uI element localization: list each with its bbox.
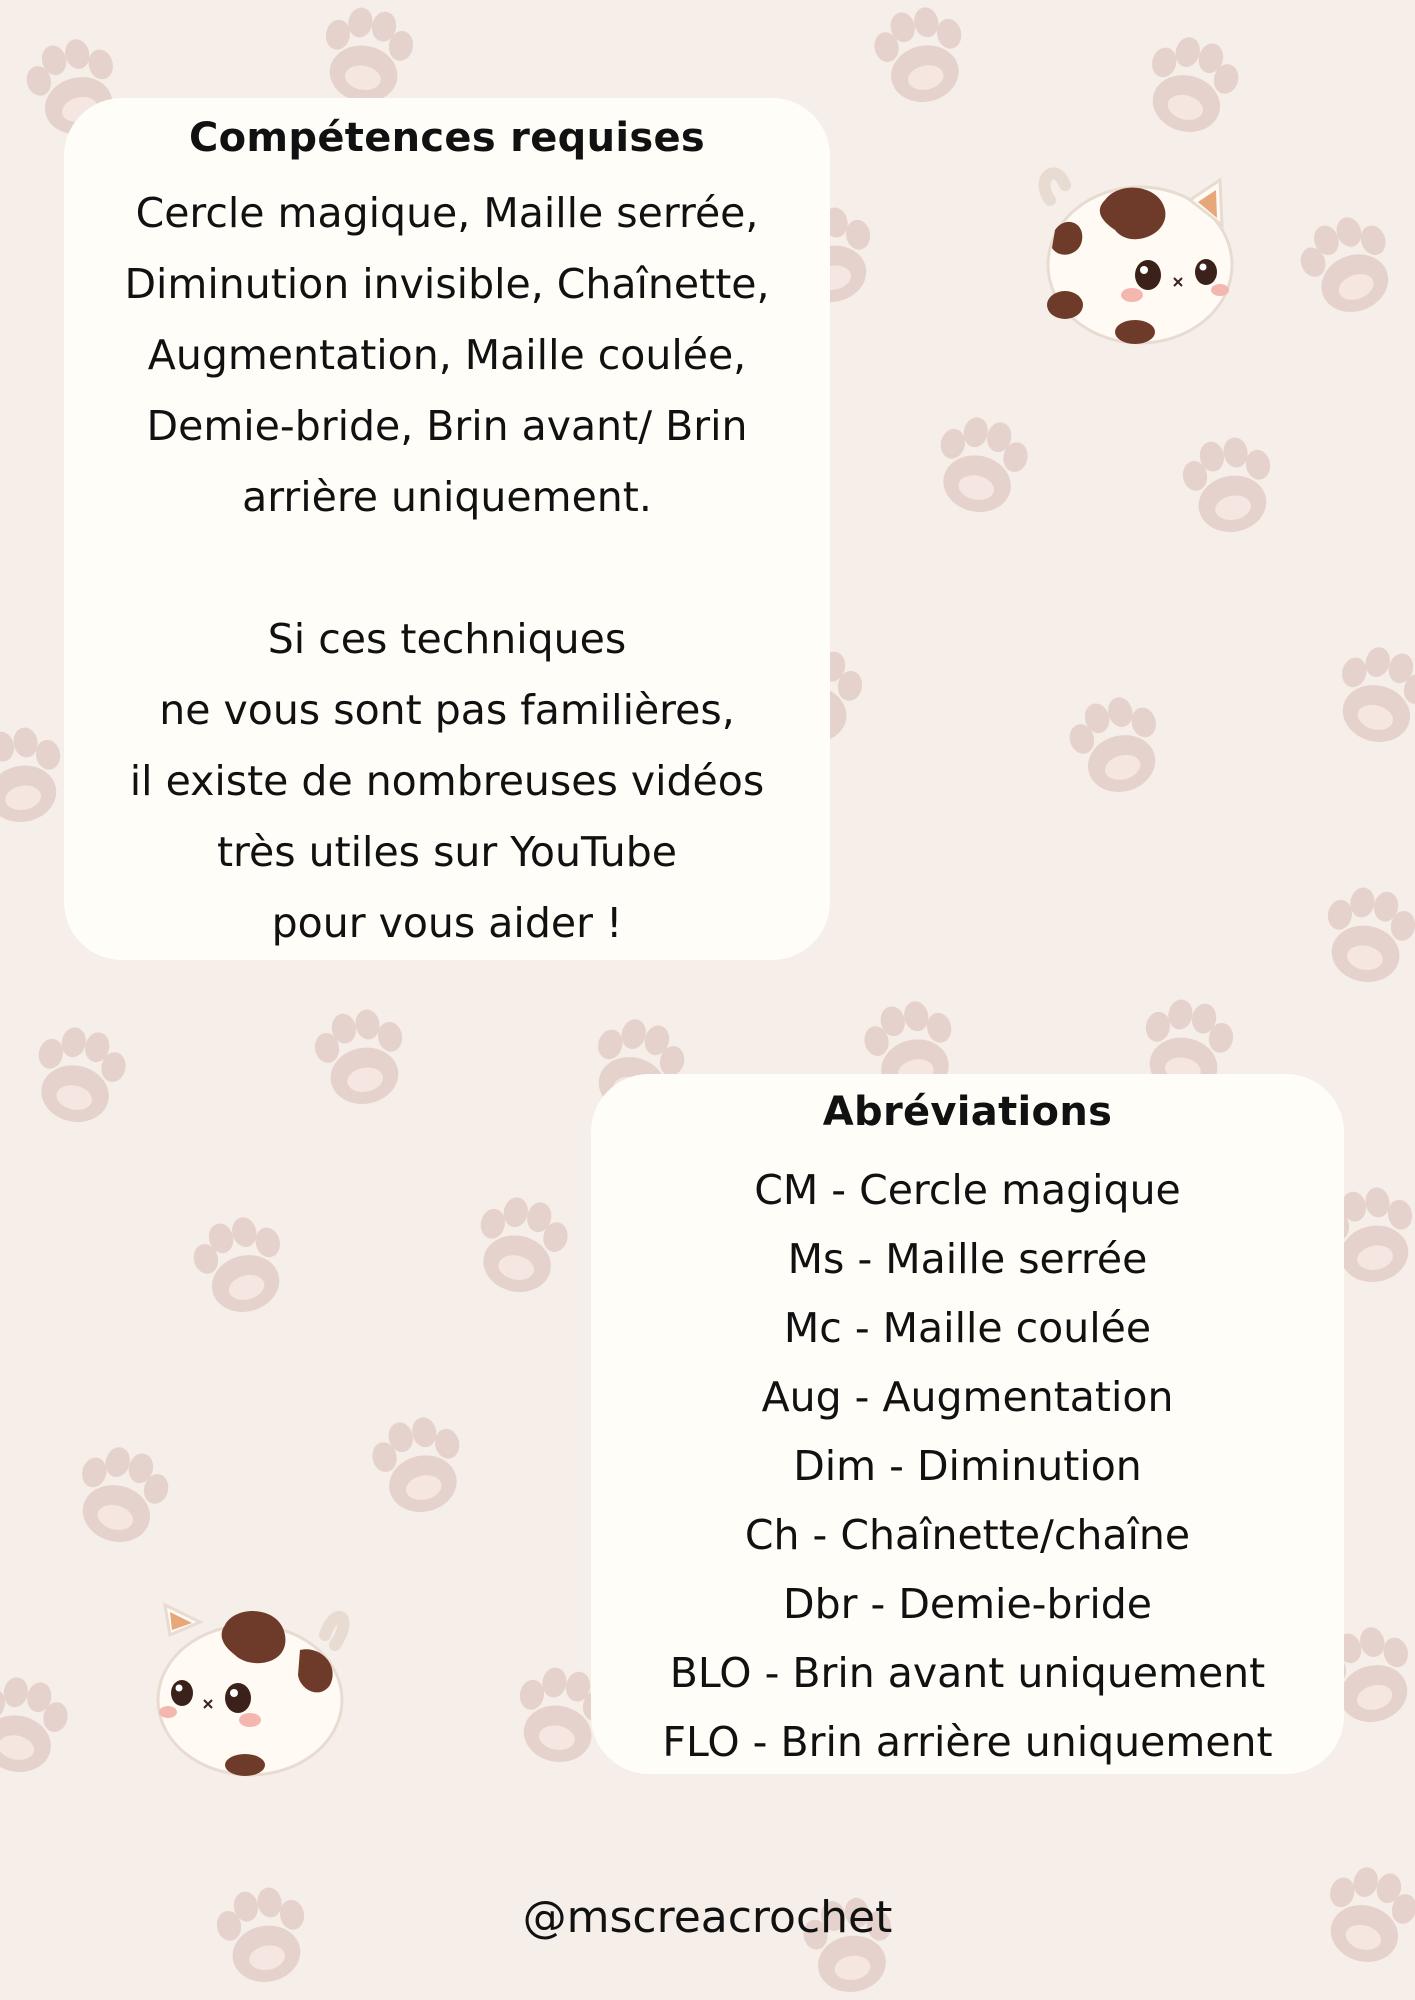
abbreviation-item: Dbr - Demie-bride <box>783 1580 1152 1628</box>
abbreviation-item: Dim - Diminution <box>793 1442 1142 1490</box>
skills-line: pour vous aider ! <box>271 899 623 947</box>
abbreviation-item: Ms - Maille serrée <box>787 1235 1148 1283</box>
abbreviation-item: Ch - Chaînette/chaîne <box>744 1511 1191 1559</box>
skills-card <box>64 98 830 960</box>
kawaii-cat-icon <box>150 1590 360 1780</box>
skills-line: il existe de nombreuses vidéos <box>129 757 765 805</box>
abbreviations-title: Abréviations <box>822 1089 1113 1135</box>
skills-line: Demie-bride, Brin avant/ Brin <box>146 402 748 450</box>
social-handle: @mscreacrochet <box>522 1892 893 1943</box>
skills-line: très utiles sur YouTube <box>216 828 678 876</box>
skills-title: Compétences requises <box>189 115 705 161</box>
kawaii-cat-icon <box>1030 160 1240 350</box>
abbreviations-card <box>591 1074 1344 1774</box>
skills-line: ne vous sont pas familières, <box>159 686 735 734</box>
abbreviation-item: BLO - Brin avant uniquement <box>669 1649 1266 1697</box>
skills-line: Cercle magique, Maille serrée, <box>135 189 759 237</box>
skills-line: Augmentation, Maille coulée, <box>147 331 747 379</box>
abbreviation-item: Aug - Augmentation <box>761 1373 1174 1421</box>
skills-line: Diminution invisible, Chaînette, <box>124 260 770 308</box>
skills-line: Si ces techniques <box>267 615 627 663</box>
abbreviation-item: FLO - Brin arrière uniquement <box>662 1718 1273 1766</box>
spacer <box>64 533 830 604</box>
skills-line: arrière uniquement. <box>242 473 652 521</box>
abbreviation-item: Mc - Maille coulée <box>783 1304 1152 1352</box>
abbreviation-item: CM - Cercle magique <box>754 1166 1181 1214</box>
